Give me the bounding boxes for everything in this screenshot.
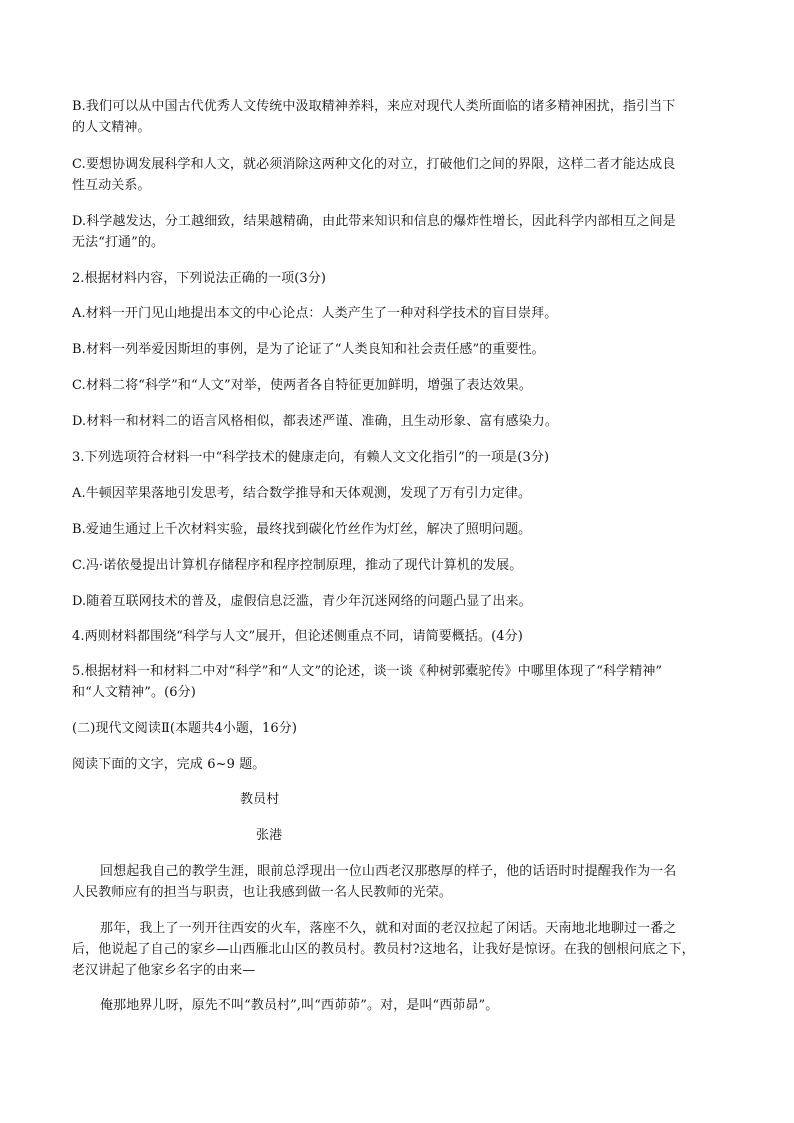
article-title: 教员村 bbox=[240, 792, 280, 807]
paragraph-2-line-2: 后，他说起了自己的家乡—山西雁北山区的教员村。教员村?这地名，让我好是惊讶。在我的刨根问底之下， bbox=[72, 942, 695, 957]
option-d-line-1: D.科学越发达，分工越细致，结果越精确，由此带来知识和信息的爆炸性增长，因此科学内部相互之间是 bbox=[72, 214, 676, 229]
q3-option-b: B.爱迪生通过上千次材料实验，最终找到碳化竹丝作为灯丝，解决了照明问题。 bbox=[72, 522, 532, 537]
paragraph-1-line-1: 回想起我自己的教学生涯，眼前总浮现出一位山西老汉那憨厚的样子，他的话语时时提醒我作为一名 bbox=[100, 864, 677, 879]
question-4: 4.两则材料都围绕“科学与人文”展开，但论述侧重点不同，请简要概括。(4分) bbox=[72, 629, 523, 644]
option-c-line-1: C.要想协调发展科学和人文，就必须消除这两种文化的对立，打破他们之间的界限，这样二者才能达成良 bbox=[72, 157, 676, 172]
article-author: 张港 bbox=[256, 828, 283, 843]
option-b-line-1: B.我们可以从中国古代优秀人文传统中汲取精神养料，来应对现代人类所面临的诸多精神困扰，指引当下 bbox=[72, 99, 676, 114]
q3-option-d: D.随着互联网技术的普及，虚假信息泛滥，青少年沉迷网络的问题凸显了出来。 bbox=[72, 594, 532, 609]
paragraph-1-line-2: 人民教师应有的担当与职责，也让我感到做一名人民教师的光荣。 bbox=[72, 885, 452, 900]
q2-option-b: B.材料一列举爱因斯坦的事例，是为了论证了“人类良知和社会责任感”的重要性。 bbox=[72, 342, 545, 357]
option-b-line-2: 的人文精神。 bbox=[72, 120, 151, 135]
question-3: 3.下列选项符合材料一中“科学技术的健康走向，有赖人文文化指引”的一项是(3分) bbox=[72, 450, 550, 465]
q2-option-a: A.材料一开门见山地提出本文的中心论点：人类产生了一种对科学技术的盲目崇拜。 bbox=[72, 306, 558, 321]
question-5-line-2: 和“人文精神”。(6分) bbox=[72, 685, 196, 700]
paragraph-2-line-3: 老汉讲起了他家乡名字的由来— bbox=[72, 963, 256, 978]
paragraph-3-line-1: 俺那地界儿呀，原先不叫“教员村”,叫“西茆茆”。对，是叫“西茆昴”。 bbox=[100, 998, 499, 1013]
option-c-line-2: 性互动关系。 bbox=[72, 178, 151, 193]
option-d-line-2: 无法“打通”的。 bbox=[72, 235, 165, 250]
reading-instruction: 阅读下面的文字，完成 6~9 题。 bbox=[72, 757, 266, 772]
paragraph-2-line-1: 那年，我上了一列开往西安的火车，落座不久，就和对面的老汉拉起了闲话。天南地北地聊过一番之 bbox=[100, 921, 677, 936]
question-5-line-1: 5.根据材料一和材料二中对“科学”和“人文”的论述，谈一谈《种树郭橐驼传》中哪里体现了“科学精神” bbox=[72, 664, 663, 679]
q2-option-c: C.材料二将“科学”和“人文”对举，使两者各自特征更加鲜明，增强了表达效果。 bbox=[72, 378, 532, 393]
q2-option-d: D.材料一和材料二的语言风格相似，都表述严谨、准确，且生动形象、富有感染力。 bbox=[72, 414, 558, 429]
question-2: 2.根据材料内容，下列说法正确的一项(3分) bbox=[72, 271, 327, 286]
section-heading: (二)现代文阅读Ⅱ(本题共4小题，16分) bbox=[72, 721, 298, 736]
q3-option-a: A.牛顿因苹果落地引发思考，结合数学推导和天体观测，发现了万有引力定律。 bbox=[72, 486, 532, 501]
q3-option-c: C.冯·诺依曼提出计算机存储程序和程序控制原理，推动了现代计算机的发展。 bbox=[72, 558, 523, 573]
